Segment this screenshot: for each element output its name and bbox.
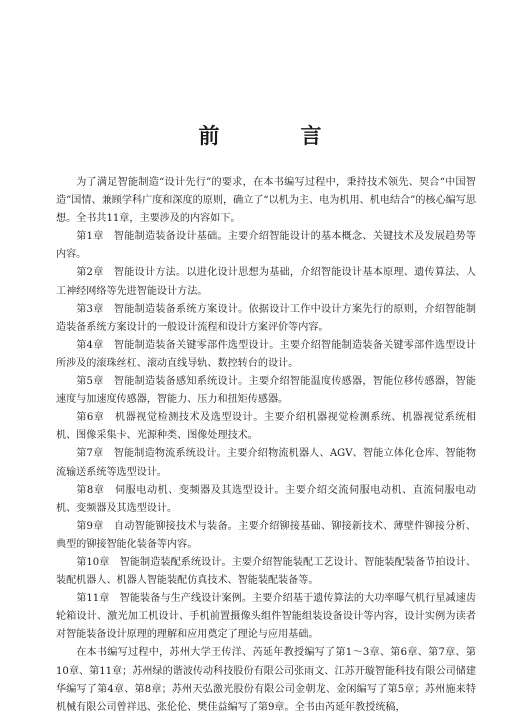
chapter-5-summary: 第5章 智能制造装备感知系统设计。主要介绍智能温度传感器，智能位移传感器，智能速度与加速度传感器，智能力、压力和扭矩传感器。 bbox=[56, 376, 476, 406]
chapter-2-summary: 第2章 智能设计方法。以进化设计思想为基础，介绍智能设计基本原理、遗传算法、人工神经网络等先进智能设计方法。 bbox=[56, 267, 476, 297]
authorship-paragraph: 在本书编写过程中，苏州大学王传洋、芮延年教授编写了第1～3章、第6章、第7章、第10章、第11章；苏州绿的谐波传动科技股份有限公司张雨文、江苏开璇智能科技有限公司储建华编写了第4章、第8章；苏州天弘激光股份有限公司金朝龙、金闲编写了第5章；苏州施来特机械有限公司曾祥迅、张伦伦、樊佳益编写了第9章。全书由芮延年教授统稿， bbox=[56, 647, 476, 713]
chapter-9-summary: 第9章 自动智能铆接技术与装备。主要介绍铆接基础、铆接新技术、薄壁件铆接分析、典型的铆接智能化装备等内容。 bbox=[56, 520, 476, 550]
chapter-1-summary: 第1章 智能制造装备设计基础。主要介绍智能设计的基本概念、关键技术及发展趋势等内容。 bbox=[56, 231, 476, 261]
chapter-6-summary: 第6章 机器视觉检测技术及选型设计。主要介绍机器视觉检测系统、机器视觉系统相机、图像采集卡、光源种类、图像处理技术。 bbox=[56, 412, 476, 442]
chapter-8-summary: 第8章 伺服电动机、变频器及其选型设计。主要介绍交流伺服电动机、直流伺服电动机、变频器及其选型设计。 bbox=[56, 484, 476, 514]
page-title: 前 言 bbox=[198, 124, 352, 148]
chapter-3-summary: 第3章 智能制造装备系统方案设计。依据设计工作中设计方案先行的原则，介绍智能制造装备系统方案设计的一般设计流程和设计方案评价等内容。 bbox=[56, 303, 476, 333]
chapter-4-summary: 第4章 智能制造装备关键零部件选型设计。主要介绍智能制造装备关键零部件选型设计所涉及的滚珠丝杠、滚动直线导轨、数控转台的设计。 bbox=[56, 339, 476, 369]
preface-paragraph: 为了满足智能制造“设计先行”的要求，在本书编写过程中，秉持技术领先、契合“中国智造”国情、兼顾学科广度和深度的原则，确立了“以机为主、电为机用、机电结合”的核心编写思想。全书共11章，主要涉及的内容如下。 bbox=[56, 177, 476, 225]
chapter-10-summary: 第10章 智能制造装配系统设计。主要介绍智能装配工艺设计、智能装配装备节拍设计、装配机器人、机器人智能装配仿真技术、智能装配装备等。 bbox=[56, 556, 476, 587]
chapter-11-summary: 第11章 智能装备与生产线设计案例。主要介绍基于遗传算法的大功率曝气机行星减速齿轮箱设计、激光加工机设计、手机前置摄像头组件智能组装设备设计等内容，设计实例为读者对智能装备设计原理的理解和应用奠定了理论与应用基础。 bbox=[56, 593, 476, 641]
chapter-7-summary: 第7章 智能制造物流系统设计。主要介绍物流机器人、AGV、智能立体化仓库、智能物流输送系统等选型设计。 bbox=[56, 448, 476, 478]
preface-body bbox=[56, 174, 476, 717]
